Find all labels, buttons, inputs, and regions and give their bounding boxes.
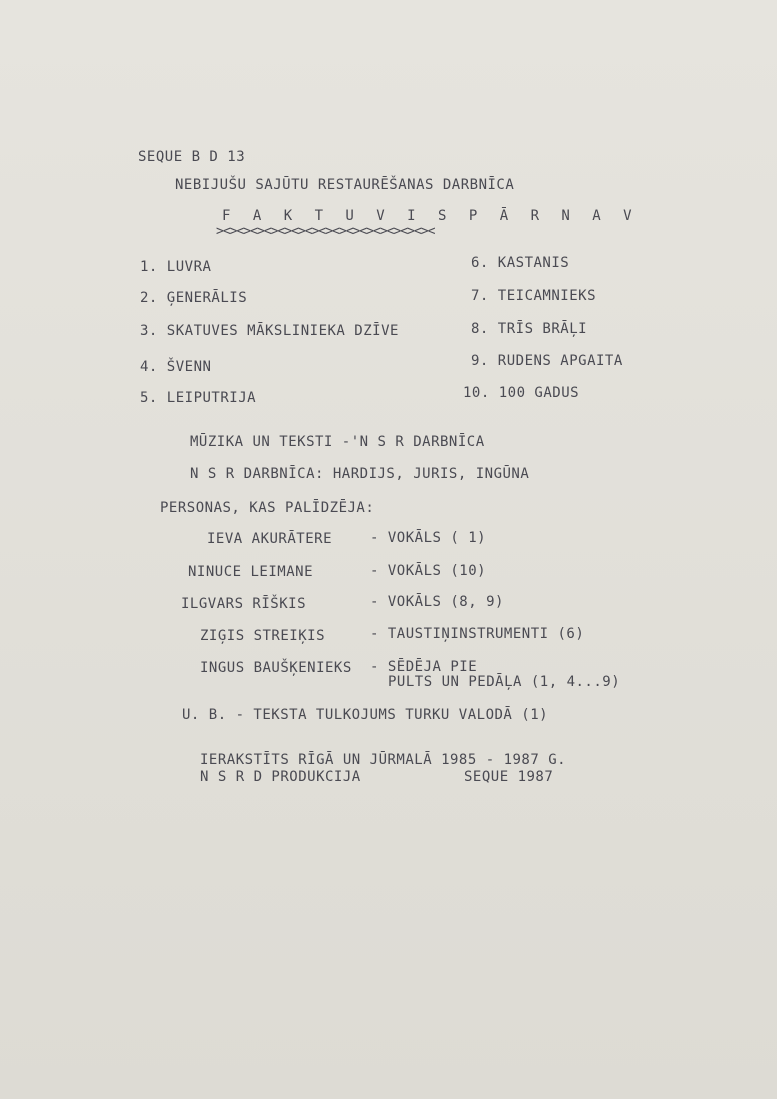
helper-name: NINUCE LEIMANE [188, 564, 314, 580]
catalog-number: SEQUE B D 13 [138, 149, 246, 165]
label-year: SEQUE 1987 [464, 769, 554, 785]
helper-role: - TAUSTIŅINSTRUMENTI (6) [370, 626, 585, 642]
track-4: 4. ŠVENN [140, 359, 212, 375]
helpers-heading: PERSONAS, KAS PALĪDZĒJA: [160, 500, 375, 516]
subtitle: NEBIJUŠU SAJŪTU RESTAURĒŠANAS DARBNĪCA [175, 177, 515, 193]
translation-credit: U. B. - TEKSTA TULKOJUMS TURKU VALODĀ (1) [182, 707, 549, 723]
production-credit: N S R D PRODUKCIJA [200, 769, 361, 785]
helper-role: - SĒDĒJA PIE [370, 659, 478, 675]
music-credit: MŪZIKA UN TEKSTI -'N S R DARBNĪCA [190, 434, 485, 450]
helper-name: ZIĢIS STREIĶIS [200, 628, 326, 644]
helper-name: ILGVARS RĪŠKIS [181, 596, 307, 612]
helper-role-continued: PULTS UN PEDĀĻA (1, 4...9) [388, 674, 621, 690]
title-ornament: ><><><><><><><><><><><><><><><>< [216, 224, 435, 239]
recording-info: IERAKSTĪTS RĪGĀ UN JŪRMALĀ 1985 - 1987 G. [200, 752, 567, 768]
track-10: 10. 100 GADUS [463, 385, 580, 401]
helper-role: - VOKĀLS (10) [370, 563, 487, 579]
helper-role: - VOKĀLS ( 1) [370, 530, 487, 546]
track-3: 3. SKATUVES MĀKSLINIEKA DZĪVE [140, 323, 399, 339]
track-5: 5. LEIPUTRIJA [140, 390, 257, 406]
track-1: 1. LUVRA [140, 259, 212, 275]
track-2: 2. ĢENERĀLIS [140, 290, 248, 306]
album-title: F A K T U V I S P Ā R N A V [222, 208, 639, 224]
helper-name: INGUS BAUŠĶENIEKS [200, 660, 352, 676]
track-9: 9. RUDENS APGAITA [471, 353, 623, 369]
track-6: 6. KASTANIS [471, 255, 570, 271]
track-8: 8. TRĪS BRĀĻI [471, 321, 588, 337]
band-members: N S R DARBNĪCA: HARDIJS, JURIS, INGŪNA [190, 466, 530, 482]
helper-role: - VOKĀLS (8, 9) [370, 594, 504, 610]
track-7: 7. TEICAMNIEKS [471, 288, 597, 304]
helper-name: IEVA AKURĀTERE [207, 531, 333, 547]
